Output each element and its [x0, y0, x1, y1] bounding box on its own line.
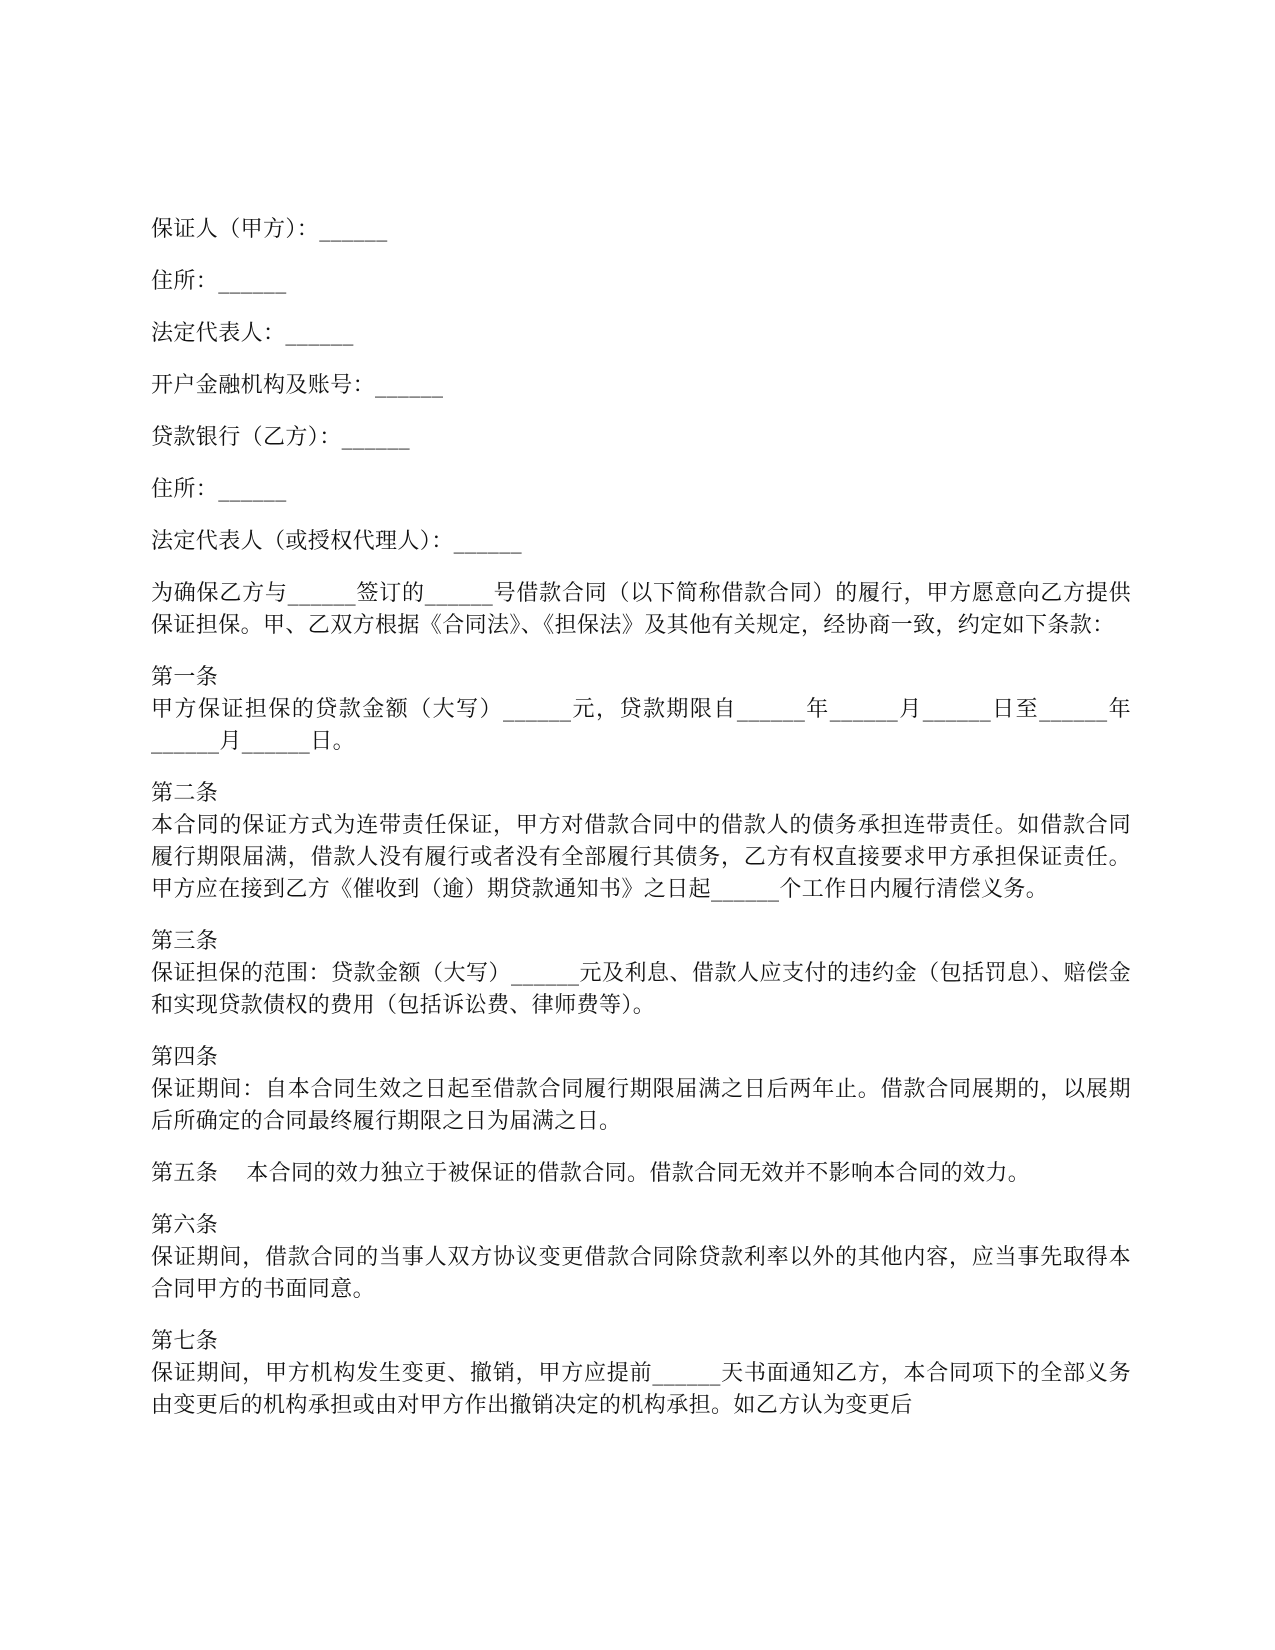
lender-legal-rep-line: 法定代表人（或授权代理人）：______ [151, 529, 523, 554]
article-body: 保证担保的范围：贷款金额（大写）______元及利息、借款人应支付的违约金（包括罚息）、赔偿金和实现贷款债权的费用（包括诉讼费、律师费等）。 [151, 961, 1131, 1018]
article-7 [151, 1326, 1131, 1422]
guarantor-line: 保证人（甲方）：______ [151, 217, 388, 242]
article-2 [151, 778, 1131, 906]
lender-address-line: 住所：______ [151, 477, 287, 502]
article-title: 第五条 [151, 1161, 219, 1186]
article-body: 甲方保证担保的贷款金额（大写）______元，贷款期限自______年______月______日至______年______月______日。 [151, 697, 1131, 754]
article-title: 第七条 [151, 1329, 219, 1354]
article-title: 第三条 [151, 929, 219, 954]
article-5 [151, 1158, 1131, 1190]
article-body: 保证期间：自本合同生效之日起至借款合同履行期限届满之日后两年止。借款合同展期的，以展期后所确定的合同最终履行期限之日为届满之日。 [151, 1077, 1131, 1134]
article-body: 保证期间，甲方机构发生变更、撤销，甲方应提前______天书面通知乙方，本合同项下的全部义务由变更后的机构承担或由对甲方作出撤销决定的机构承担。如乙方认为变更后 [151, 1361, 1131, 1418]
preamble-paragraph: 为确保乙方与______签订的______号借款合同（以下简称借款合同）的履行，甲方愿意向乙方提供保证担保。甲、乙双方根据《合同法》、《担保法》及其他有关规定，经协商一致，约定如下条款： [151, 581, 1131, 638]
guarantor-address-line: 住所：______ [151, 269, 287, 294]
article-3 [151, 926, 1131, 1022]
guarantor-legal-rep-line: 法定代表人：______ [151, 321, 354, 346]
article-1 [151, 662, 1131, 758]
article-6 [151, 1210, 1131, 1306]
article-title: 第一条 [151, 665, 219, 690]
article-title: 第四条 [151, 1045, 219, 1070]
article-title: 第六条 [151, 1213, 219, 1238]
article-title: 第二条 [151, 781, 219, 806]
lender-line: 贷款银行（乙方）：______ [151, 425, 411, 450]
article-4 [151, 1042, 1131, 1138]
article-body: 本合同的效力独立于被保证的借款合同。借款合同无效并不影响本合同的效力。 [246, 1161, 1031, 1186]
article-body: 保证期间，借款合同的当事人双方协议变更借款合同除贷款利率以外的其他内容，应当事先取得本合同甲方的书面同意。 [151, 1245, 1131, 1302]
article-body: 本合同的保证方式为连带责任保证，甲方对借款合同中的借款人的债务承担连带责任。如借款合同履行期限届满，借款人没有履行或者没有全部履行其债务，乙方有权直接要求甲方承担保证责任。甲方应在接到乙方《催收到（逾）期贷款通知书》之日起______个工作日内履行清偿义务。 [151, 813, 1131, 902]
guarantor-bank-account-line: 开户金融机构及账号：______ [151, 373, 444, 398]
contract-body [151, 214, 1131, 1442]
